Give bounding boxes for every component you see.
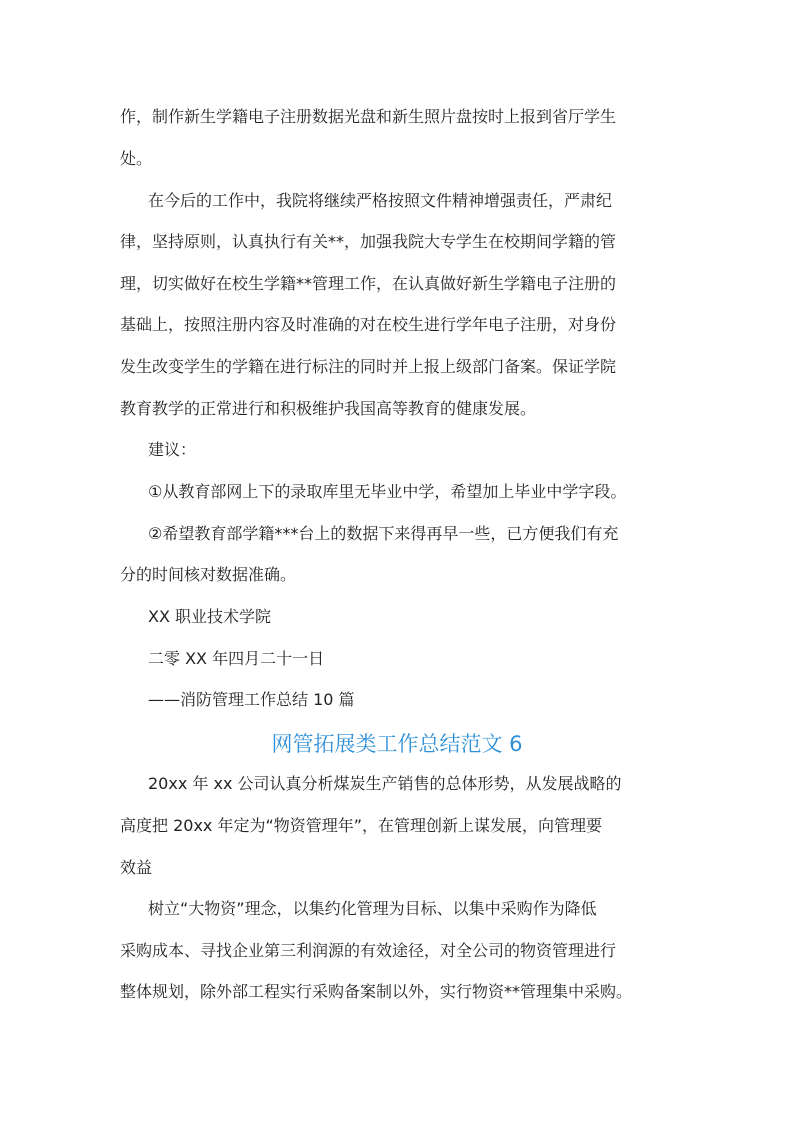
section-divider-title: ——消防管理工作总结 10 篇	[148, 690, 355, 709]
section-heading: 网管拓展类工作总结范文 6	[271, 732, 523, 756]
paragraph-line: 高度把 20xx 年定为“物资管理年”，在管理创新上谋发展，向管理要	[120, 816, 603, 835]
paragraph-line: 在今后的工作中，我院将继续严格按照文件精神增强责任，严肃纪	[148, 191, 613, 210]
paragraph-line: 效益	[120, 858, 153, 877]
suggestion-item: ②希望教育部学籍***台上的数据下来得再早一些，已方便我们有充	[148, 524, 619, 543]
suggestion-item: ①从教育部网上下的录取库里无毕业中学，希望加上毕业中学字段。	[148, 482, 627, 501]
paragraph-line: 分的时间核对数据准确。	[120, 565, 297, 584]
paragraph-line: 整体规划，除外部工程实行采购备案制以外，实行物资**管理集中采购。	[120, 982, 633, 1001]
signature-date: 二零 XX 年四月二十一日	[148, 649, 325, 668]
paragraph-line: 基础上，按照注册内容及时准确的对在校生进行学年电子注册，对身份	[120, 315, 617, 334]
paragraph-line: 发生改变学生的学籍在进行标注的同时并上报上级部门备案。保证学院	[120, 357, 617, 376]
paragraph-line: 20xx 年 xx 公司认真分析煤炭生产销售的总体形势，从发展战略的	[148, 774, 622, 793]
paragraph-line: 树立“大物资”理念，以集约化管理为目标、以集中采购作为降低	[148, 899, 597, 918]
suggestion-heading: 建议：	[148, 440, 197, 459]
paragraph-line: 采购成本、寻找企业第三利润源的有效途径，对全公司的物资管理进行	[120, 941, 617, 960]
paragraph-line: 处。	[120, 149, 153, 168]
paragraph-line: 教育教学的正常进行和积极维护我国高等教育的健康发展。	[120, 399, 537, 418]
paragraph-line: 律，坚持原则，认真执行有关**，加强我院大专学生在校期间学籍的管	[120, 232, 617, 251]
signature-org: XX 职业技术学院	[148, 607, 272, 626]
paragraph-line: 理，切实做好在校生学籍**管理工作，在认真做好新生学籍电子注册的	[120, 274, 617, 293]
paragraph-line: 作，制作新生学籍电子注册数据光盘和新生照片盘按时上报到省厅学生	[120, 107, 617, 126]
